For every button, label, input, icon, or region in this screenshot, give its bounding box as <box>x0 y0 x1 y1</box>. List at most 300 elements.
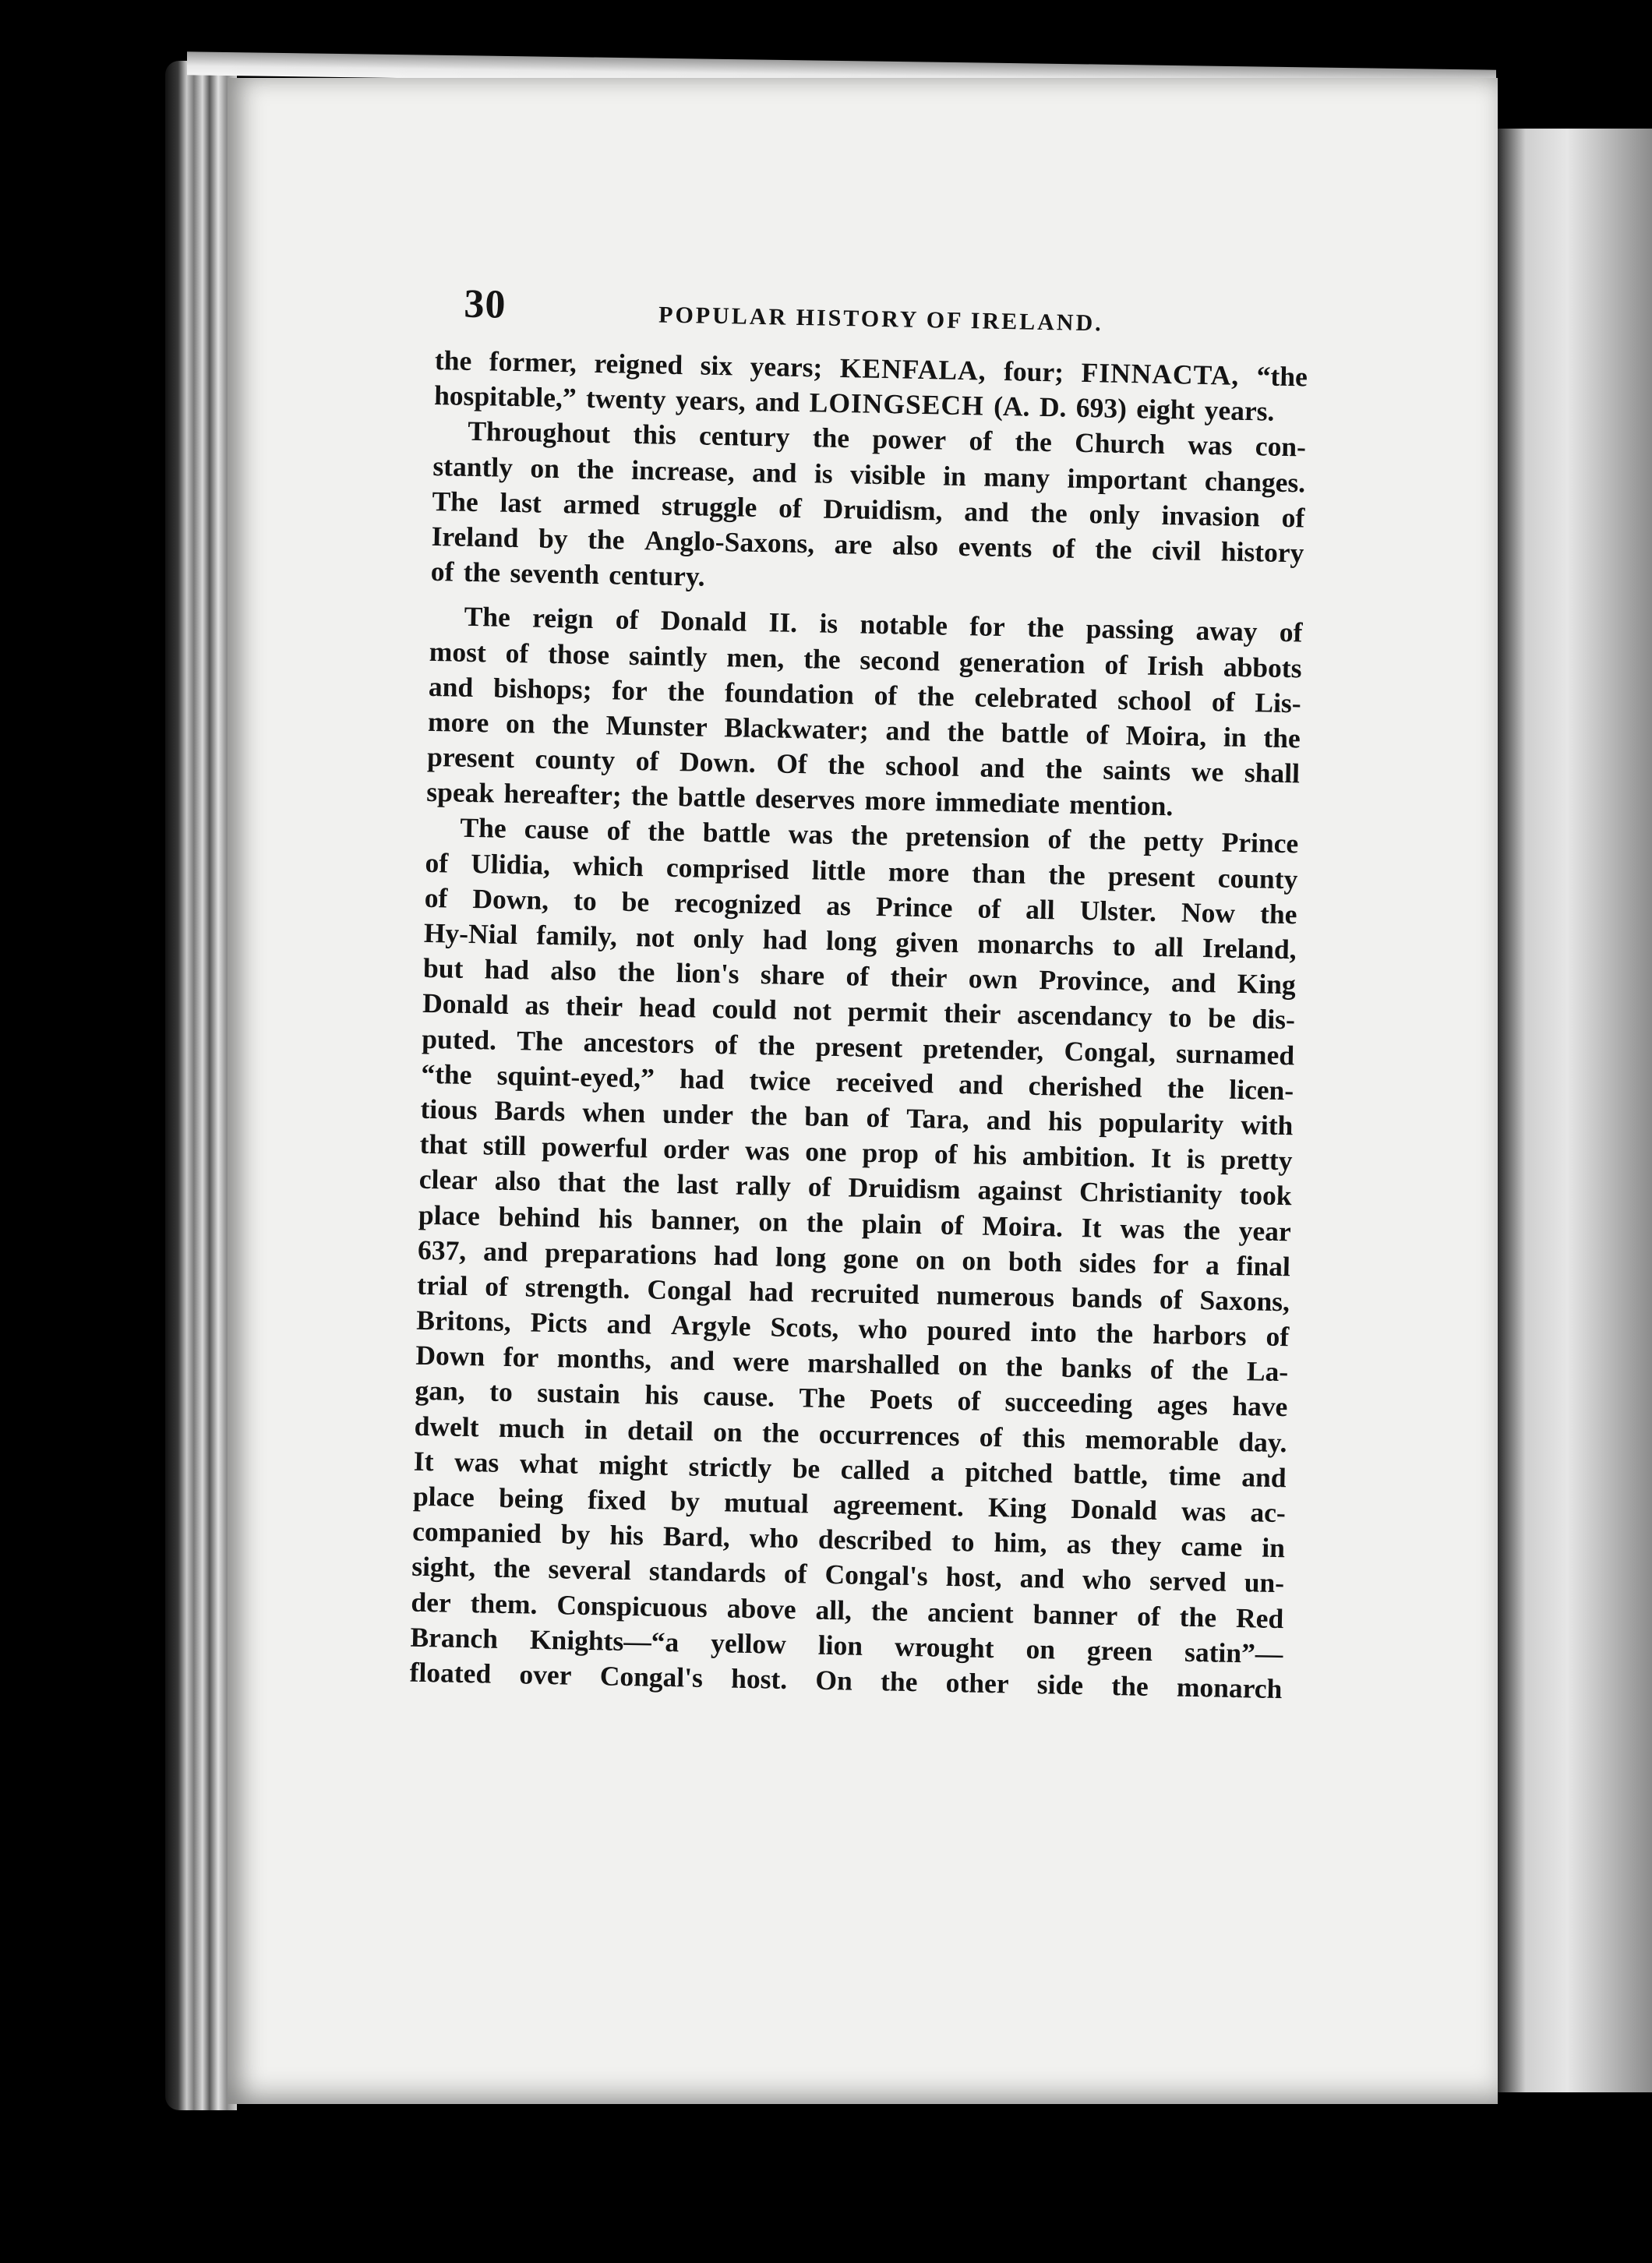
word: a <box>1205 1248 1220 1281</box>
word: Irish <box>1146 649 1205 682</box>
word: speak <box>426 776 495 809</box>
word: also <box>891 529 939 562</box>
word: the <box>947 715 985 748</box>
word: of <box>934 1138 958 1170</box>
word: place <box>418 1199 481 1231</box>
word: ascendancy <box>1016 998 1153 1033</box>
word: to <box>489 1376 514 1408</box>
word: that <box>419 1128 468 1161</box>
word: Ireland, <box>1202 932 1297 966</box>
word: had <box>748 1275 794 1308</box>
word: years, <box>675 384 747 417</box>
word: Now <box>1181 896 1236 929</box>
word: had <box>484 953 530 986</box>
word: Druidism <box>848 1171 961 1206</box>
word: bands <box>1071 1281 1143 1315</box>
word: “the <box>421 1057 472 1090</box>
word: and <box>980 751 1025 784</box>
word: be <box>1207 1002 1237 1035</box>
word: many <box>983 461 1050 493</box>
facing-page-edge <box>1498 129 1652 2092</box>
word: Church <box>1074 427 1166 461</box>
word: Moira, <box>1125 718 1207 752</box>
word: petty <box>1143 824 1204 858</box>
word: Hy-Nial <box>423 916 518 951</box>
word: reigned <box>594 347 683 381</box>
word: Congal's <box>599 1660 704 1693</box>
word: the <box>1167 1071 1205 1104</box>
word: and <box>1019 1562 1065 1595</box>
word: of <box>866 1101 890 1134</box>
word: their <box>565 990 623 1023</box>
word: of <box>430 556 454 588</box>
word: LOINGSECH <box>809 387 985 422</box>
word: bishops; <box>492 672 592 705</box>
word: we <box>1191 755 1224 788</box>
word: years; <box>750 350 823 383</box>
word: not <box>792 994 832 1027</box>
word: that <box>557 1166 606 1199</box>
word: squint-eyed,” <box>496 1059 655 1094</box>
word: of <box>1265 1320 1290 1353</box>
word: and <box>428 670 474 703</box>
word: passing <box>1085 613 1174 646</box>
word: tious <box>420 1093 478 1126</box>
word: most <box>429 635 487 668</box>
word: his <box>609 1519 644 1552</box>
word: Blackwater; <box>724 711 870 746</box>
word: which <box>572 849 644 882</box>
word: had <box>679 1062 725 1096</box>
word: them. <box>470 1587 538 1620</box>
word: of <box>505 637 529 669</box>
word: rally <box>735 1169 792 1202</box>
word: seventh <box>510 557 600 591</box>
word: Ireland <box>431 520 519 554</box>
word: might <box>598 1449 669 1481</box>
word: of <box>1281 501 1305 534</box>
word: place <box>412 1480 475 1513</box>
word: occurrences <box>818 1417 960 1452</box>
word: yellow <box>710 1626 787 1660</box>
word: succeeding <box>1004 1386 1133 1420</box>
word: (A. <box>993 390 1030 422</box>
word: present <box>815 1030 903 1064</box>
word: Throughout <box>467 415 611 450</box>
word: long <box>775 1241 827 1273</box>
word: be <box>792 1452 821 1485</box>
word: men, <box>726 641 785 674</box>
word: con- <box>1255 430 1307 463</box>
word: of <box>424 881 448 914</box>
word: Down, <box>472 882 549 916</box>
word: Congal's <box>824 1559 929 1592</box>
word: stantly <box>432 450 514 483</box>
word: his <box>1047 1105 1082 1138</box>
word: this <box>633 418 677 451</box>
page-number: 30 <box>463 281 507 327</box>
word: this <box>1022 1421 1066 1454</box>
word: on <box>712 1415 743 1448</box>
word: deserves <box>754 782 856 816</box>
word: called <box>840 1453 910 1486</box>
word: the <box>434 344 472 376</box>
word: the <box>1030 496 1068 529</box>
word: Prince <box>875 890 953 923</box>
word: dwelt <box>414 1410 479 1442</box>
word: hospitable,” <box>433 380 577 414</box>
word: II. <box>768 606 798 639</box>
word: of <box>425 846 449 879</box>
word: Argyle <box>670 1309 751 1343</box>
word: D. <box>1039 391 1067 423</box>
word: the <box>828 748 866 781</box>
word: pretty <box>1220 1143 1293 1177</box>
body-text <box>409 343 1308 1707</box>
word: the <box>761 1416 800 1449</box>
word: was <box>744 1134 790 1167</box>
word: events <box>958 530 1032 563</box>
word: the <box>1259 898 1297 930</box>
word: gan, <box>415 1375 466 1407</box>
word: Knights—“a <box>529 1623 680 1658</box>
word: the <box>1026 611 1064 644</box>
word: strength. <box>524 1271 630 1304</box>
word: other <box>945 1666 1009 1700</box>
word: The <box>432 485 479 517</box>
word: recognized <box>673 886 802 920</box>
word: ambition. <box>1022 1139 1136 1174</box>
word: and <box>669 1344 715 1377</box>
word: mention. <box>1068 788 1174 822</box>
word: his <box>972 1139 1008 1171</box>
word: to <box>573 884 598 916</box>
word: saintly <box>628 639 708 673</box>
word: only <box>1089 497 1141 531</box>
word: century. <box>608 559 705 592</box>
word: lion <box>817 1629 863 1661</box>
word: county <box>535 743 616 776</box>
word: Donald <box>422 987 510 1021</box>
word: It <box>1081 1211 1102 1244</box>
word: long <box>825 924 877 958</box>
word: who <box>858 1312 908 1345</box>
word: and <box>963 495 1009 528</box>
word: saints <box>1103 754 1171 787</box>
word: gone <box>842 1241 899 1275</box>
word: harbors <box>1152 1318 1247 1352</box>
word: into <box>1030 1315 1078 1349</box>
word: power <box>872 423 947 456</box>
word: the <box>463 556 501 588</box>
word: had <box>713 1239 759 1272</box>
word: It <box>413 1445 434 1477</box>
word: of <box>1149 1354 1174 1386</box>
word: the <box>617 955 655 988</box>
word: than <box>971 856 1026 890</box>
word: they <box>1110 1529 1162 1562</box>
word: pretender, <box>923 1032 1044 1066</box>
word: Conspicuous <box>556 1588 708 1623</box>
word: as <box>1066 1528 1092 1560</box>
word: the <box>577 453 615 485</box>
word: On <box>815 1664 853 1696</box>
word: of <box>957 1385 981 1417</box>
word: changes. <box>1204 464 1306 499</box>
word: surnamed <box>1175 1036 1295 1071</box>
word: the <box>1096 1317 1134 1350</box>
word: pitched <box>965 1456 1054 1489</box>
word: standards <box>648 1555 767 1589</box>
word: a <box>930 1455 945 1487</box>
word: foundation <box>724 676 855 711</box>
word: and <box>751 456 797 489</box>
word: the <box>1191 1354 1229 1387</box>
word: who <box>749 1522 800 1555</box>
word: Poets <box>869 1383 934 1416</box>
word: of <box>714 1028 738 1061</box>
word: given <box>895 926 959 959</box>
word: of <box>1085 718 1110 750</box>
word: to <box>951 1526 975 1558</box>
word: dis- <box>1251 1003 1296 1036</box>
word: Down <box>415 1339 485 1372</box>
word: of <box>1051 532 1075 564</box>
word: school <box>1117 683 1192 717</box>
word: Ulster. <box>1079 894 1157 927</box>
word: the <box>806 1206 844 1238</box>
word: La- <box>1246 1355 1289 1388</box>
word: on <box>1025 1633 1056 1665</box>
word: to <box>1168 1001 1192 1034</box>
word: 693) <box>1075 391 1128 425</box>
word: the <box>1094 533 1132 566</box>
word: one <box>804 1135 847 1168</box>
word: powerful <box>541 1130 648 1164</box>
word: months, <box>556 1342 652 1375</box>
word: by <box>670 1485 701 1517</box>
word: ac- <box>1250 1496 1287 1529</box>
word: when <box>581 1096 646 1129</box>
word: “the <box>1256 360 1308 393</box>
word: FINNACTA, <box>1081 356 1240 391</box>
word: the <box>587 523 625 556</box>
word: of <box>1279 616 1303 648</box>
word: history <box>1220 535 1304 569</box>
word: more <box>864 784 927 817</box>
word: KENFALA, <box>839 351 987 387</box>
word: numerous <box>936 1279 1055 1313</box>
word: Munster <box>605 709 708 743</box>
word: King <box>987 1491 1047 1524</box>
word: the <box>630 780 669 813</box>
word: Bard, <box>662 1520 731 1553</box>
word: all, <box>815 1594 852 1626</box>
word: eight <box>1135 393 1195 425</box>
word: century <box>698 419 790 454</box>
word: Druidism, <box>823 492 943 527</box>
word: King <box>1237 968 1297 1001</box>
word: the <box>667 675 705 708</box>
word: The <box>460 812 507 845</box>
word: lion's <box>676 957 740 990</box>
word: also <box>494 1164 542 1198</box>
word: the <box>757 1029 796 1061</box>
word: marshalled <box>807 1347 941 1381</box>
word: puted. <box>421 1022 497 1056</box>
word: under <box>662 1097 734 1131</box>
word: the <box>1110 1669 1149 1702</box>
word: un- <box>1244 1566 1285 1599</box>
word: much <box>498 1411 566 1445</box>
book-page-edges <box>165 61 237 2110</box>
word: 637, <box>417 1234 467 1266</box>
word: who <box>1082 1563 1132 1596</box>
word: twenty <box>585 382 666 415</box>
word: both <box>1008 1245 1063 1278</box>
word: as <box>825 889 852 922</box>
word: by <box>560 1518 591 1551</box>
word: took <box>1239 1179 1293 1212</box>
word: visible <box>849 457 927 491</box>
word: own <box>968 962 1018 995</box>
word: school <box>884 750 960 783</box>
word: being <box>498 1481 564 1515</box>
word: ancient <box>927 1595 1015 1629</box>
word: the <box>916 680 955 712</box>
word: could <box>711 993 778 1026</box>
word: what <box>519 1447 579 1480</box>
word: permit <box>847 995 928 1029</box>
word: the <box>1045 753 1083 786</box>
word: was <box>454 1446 499 1478</box>
word: Anglo-Saxons, <box>644 524 815 560</box>
word: for <box>503 1341 539 1374</box>
word: and <box>986 1103 1032 1136</box>
word: fixed <box>587 1484 647 1516</box>
word: and <box>606 1308 652 1340</box>
word: The <box>799 1382 846 1414</box>
word: and <box>1170 966 1216 999</box>
word: several <box>548 1553 632 1587</box>
word: is <box>814 457 834 489</box>
word: the <box>1179 1601 1217 1633</box>
word: licen- <box>1229 1073 1294 1107</box>
word: Of <box>775 747 808 780</box>
word: the <box>1048 858 1086 891</box>
word: civil <box>1151 534 1202 567</box>
word: Prince <box>1221 826 1299 860</box>
word: prop <box>862 1136 920 1170</box>
word: sides <box>1078 1246 1137 1280</box>
word: as <box>524 989 550 1022</box>
word: time <box>1168 1460 1222 1492</box>
word: share <box>760 959 825 991</box>
word: ban <box>803 1100 850 1133</box>
word: against <box>977 1174 1063 1207</box>
word: the <box>648 815 686 848</box>
word: and <box>958 1068 1004 1100</box>
word: all <box>1154 930 1184 963</box>
word: those <box>547 637 610 670</box>
word: of <box>484 1270 509 1302</box>
word: plain <box>861 1207 923 1240</box>
word: and <box>754 386 800 418</box>
word: banner <box>1032 1598 1118 1631</box>
word: satin”— <box>1184 1636 1283 1669</box>
word: of <box>1047 823 1071 856</box>
word: be <box>621 885 650 918</box>
word: on <box>530 451 560 484</box>
word: the <box>880 1665 918 1698</box>
word: on <box>758 1205 789 1237</box>
word: their <box>943 997 1001 1030</box>
word: the <box>870 1594 909 1627</box>
word: Congal <box>647 1273 732 1307</box>
word: the <box>1183 1213 1221 1246</box>
word: monarchs <box>976 927 1094 962</box>
word: present <box>426 740 515 775</box>
word: the <box>1015 425 1053 458</box>
word: hereafter; <box>503 778 623 811</box>
word: of <box>783 1558 807 1590</box>
word: Britons, <box>416 1304 512 1338</box>
word: generation <box>958 645 1086 680</box>
word: the <box>1005 1350 1043 1383</box>
word: Down. <box>679 746 757 779</box>
word: years. <box>1204 394 1275 427</box>
word: The <box>516 1024 563 1057</box>
word: county <box>1217 862 1298 895</box>
word: was <box>1181 1495 1227 1527</box>
word: described <box>817 1523 933 1557</box>
word: his <box>644 1379 680 1411</box>
word: their <box>890 961 948 994</box>
word: twice <box>749 1064 811 1097</box>
word: was <box>1120 1212 1166 1244</box>
word: present <box>1107 860 1196 893</box>
word: cause. <box>702 1380 775 1414</box>
word: order <box>662 1132 730 1166</box>
word: day. <box>1237 1425 1287 1458</box>
word: celebrated <box>974 681 1098 715</box>
word: reign <box>531 602 594 635</box>
word: the <box>1088 824 1126 856</box>
word: in <box>942 460 967 492</box>
word: Ulidia, <box>470 847 551 881</box>
word: to <box>1112 930 1136 962</box>
word: Bards <box>494 1094 566 1128</box>
word: on <box>505 707 536 740</box>
running-title: POPULAR HISTORY OF IRELAND. <box>658 302 1103 337</box>
word: not <box>635 921 675 954</box>
word: battle <box>1001 716 1069 750</box>
word: abbots <box>1223 650 1302 683</box>
word: have <box>1231 1390 1288 1423</box>
word: mutual <box>723 1486 810 1520</box>
word: had <box>762 923 808 956</box>
word: Donald <box>660 604 747 638</box>
word: were <box>732 1345 790 1379</box>
word: Branch <box>410 1621 499 1654</box>
page-text <box>409 281 1309 1707</box>
word: cherished <box>1028 1069 1143 1103</box>
word: of <box>845 960 870 993</box>
word: six <box>700 349 733 382</box>
word: battle <box>702 817 771 849</box>
word: behind <box>498 1200 581 1234</box>
word: the <box>622 1167 660 1200</box>
